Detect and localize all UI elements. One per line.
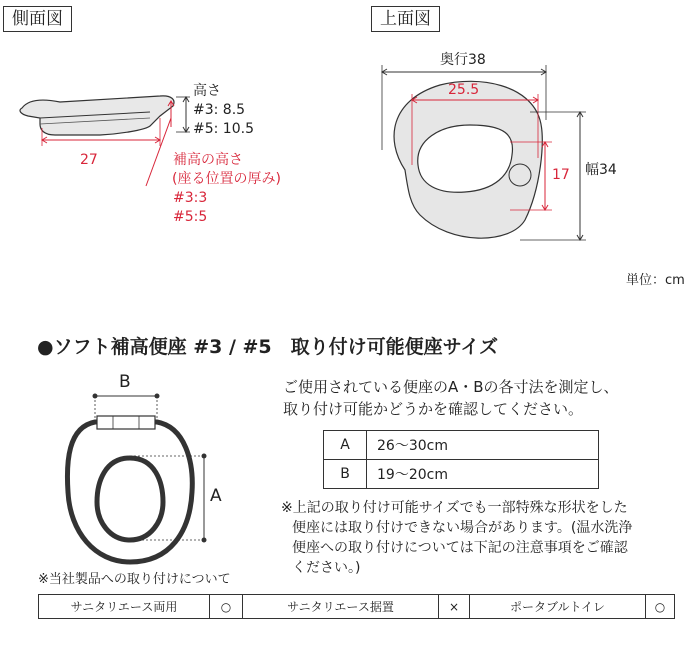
depth-value: 奥行38 (440, 52, 486, 68)
dim-b-label: B (119, 372, 131, 392)
top-view-title: 上面図 (371, 6, 440, 32)
note-line-4: ください。) (292, 560, 361, 576)
height-label: 高さ (193, 83, 221, 99)
compat-caption: ※当社製品への取り付けについて (38, 572, 231, 587)
height-value-5: #5: 10.5 (193, 121, 254, 137)
seat-size-diagram (50, 372, 240, 572)
note-line-2: 便座には取り付けできない場合があります。(温水洗浄 (292, 520, 633, 536)
compat-name: サニタリエース据置 (243, 595, 439, 619)
inner-width-value: 25.5 (448, 82, 480, 98)
raise-subtitle: (座る位置の厚み) (172, 171, 281, 187)
unit-label: 単位：cm (626, 273, 685, 288)
width-value: 幅34 (585, 162, 617, 178)
height-value-3: #3: 8.5 (193, 102, 246, 118)
dim-a-label: A (210, 486, 222, 506)
size-table (323, 430, 599, 489)
raise-value-5: #5:5 (173, 209, 208, 225)
intro-line-2: 取り付け可能かどうかを確認してください。 (283, 400, 584, 418)
raise-title: 補高の高さ (173, 152, 243, 168)
size-key: A (324, 431, 367, 460)
compat-mark: ○ (646, 595, 675, 619)
side-view-diagram (0, 0, 340, 260)
compat-table (38, 594, 675, 619)
compat-mark: ○ (210, 595, 243, 619)
inner-depth-value: 17 (552, 167, 570, 183)
size-value: 26～30cm (367, 431, 599, 460)
section-heading: ●ソフト補高便座 #3 / #5 取り付け可能便座サイズ (37, 336, 499, 358)
size-row (324, 460, 599, 489)
compat-name: ポータブルトイレ (470, 595, 646, 619)
note-line-3: 便座への取り付けについては下記の注意事項をご確認 (292, 540, 628, 556)
size-row (324, 431, 599, 460)
side-view-title: 側面図 (3, 6, 72, 32)
compat-mark: × (439, 595, 470, 619)
compat-name: サニタリエース両用 (39, 595, 210, 619)
note-line-1: ※上記の取り付け可能サイズでも一部特殊な形状をした (281, 500, 628, 516)
intro-line-1: ご使用されている便座のA・Bの各寸法を測定し、 (283, 378, 619, 396)
raise-value-3: #3:3 (173, 190, 208, 206)
top-view-diagram (360, 40, 660, 260)
size-key: B (324, 460, 367, 489)
size-value: 19～20cm (367, 460, 599, 489)
side-width-value: 27 (80, 152, 98, 168)
